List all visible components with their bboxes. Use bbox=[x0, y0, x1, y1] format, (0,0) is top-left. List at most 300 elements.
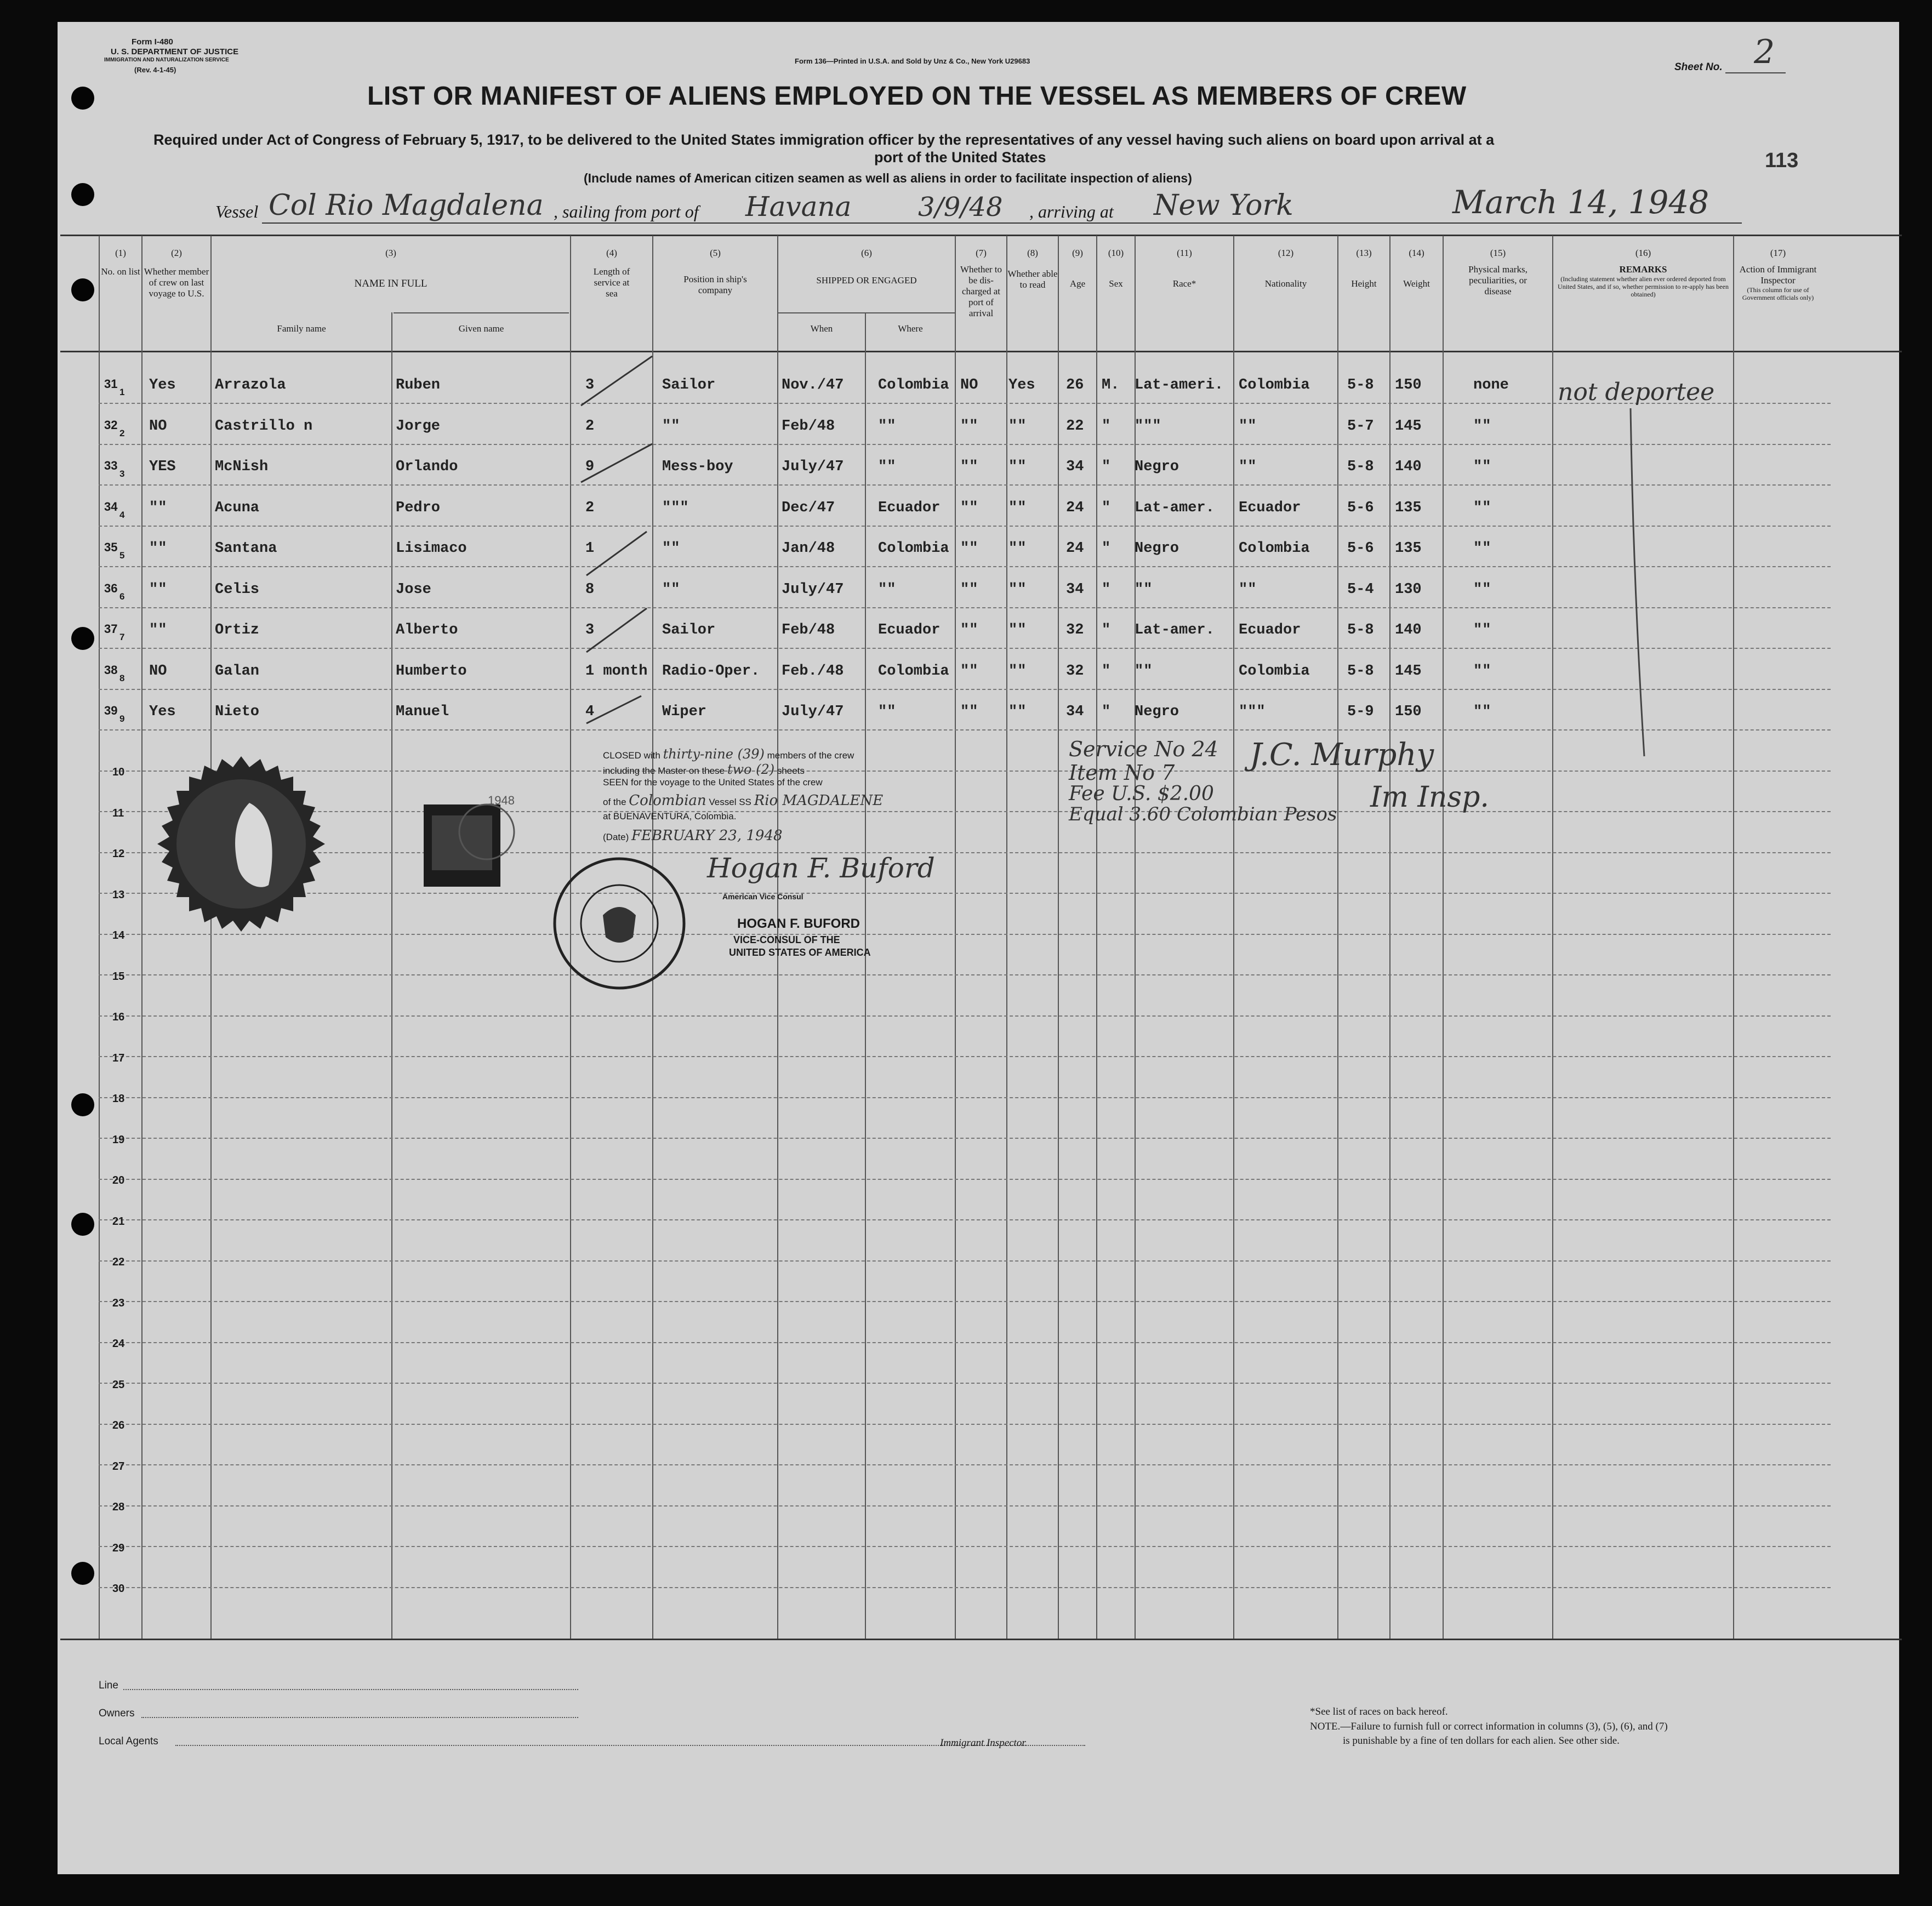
col-label: Sex bbox=[1109, 278, 1123, 289]
vessel-name: Col Rio Magdalena bbox=[269, 189, 544, 222]
closing-line-1 bbox=[603, 746, 854, 762]
cell-family: Nieto bbox=[215, 704, 260, 720]
row-number: 15 bbox=[112, 970, 125, 983]
vessel-flag: Colombian bbox=[629, 792, 706, 809]
cell-position: Radio-Oper. bbox=[662, 663, 760, 680]
subtitle-3: (Include names of American citizen seamen as well as aliens in order to facilitate inspection of aliens) bbox=[584, 171, 1192, 185]
cell-given: Jorge bbox=[396, 418, 441, 435]
col-rule bbox=[1337, 236, 1338, 1639]
cell-sex: " bbox=[1102, 663, 1111, 680]
fee-amount: Fee U.S. $2.00 bbox=[1069, 783, 1214, 805]
col-note: (This column for use of Government officials only) bbox=[1742, 286, 1814, 301]
cell-prefix: 35 bbox=[104, 540, 118, 554]
printer-line: Form 136—Printed in U.S.A. and Sold by Unz & Co., New York U29683 bbox=[795, 57, 1030, 65]
cell-nationality: Ecuador bbox=[1239, 622, 1301, 638]
cell-height: 5-8 bbox=[1347, 663, 1374, 680]
row-number: 14 bbox=[112, 929, 125, 941]
row-number: 12 bbox=[112, 848, 125, 860]
cell-age: 34 bbox=[1066, 581, 1084, 598]
cell-position: Wiper bbox=[662, 704, 707, 720]
row-number: 24 bbox=[112, 1338, 125, 1350]
cell-service: 1 month bbox=[585, 663, 648, 680]
cell-sex: " bbox=[1102, 540, 1111, 557]
cell-member: "" bbox=[149, 499, 167, 516]
punch-hole bbox=[71, 183, 94, 206]
consul-signature: Hogan F. Buford bbox=[707, 852, 935, 884]
cell-read: "" bbox=[1008, 622, 1027, 638]
family-name-header: Family name bbox=[277, 323, 326, 334]
cell-when: Feb/48 bbox=[782, 622, 835, 638]
row-rule bbox=[99, 1138, 1831, 1139]
races-note: *See list of races on back hereof. bbox=[1310, 1706, 1448, 1717]
punch-hole bbox=[71, 87, 94, 110]
col-14-header bbox=[1390, 248, 1443, 289]
cell-position: "" bbox=[662, 581, 680, 598]
cell-marks: "" bbox=[1473, 704, 1491, 720]
closing-line-4 bbox=[603, 792, 883, 809]
cell-given: Orlando bbox=[396, 459, 458, 475]
cell-discharged: "" bbox=[960, 622, 978, 638]
shipped-subheader-rule bbox=[778, 312, 955, 313]
col-1-header bbox=[100, 248, 141, 277]
col-label: Whether able to read bbox=[1007, 269, 1058, 290]
cell-age: 24 bbox=[1066, 499, 1084, 516]
cell-discharged: "" bbox=[960, 499, 978, 516]
cell-discharged: "" bbox=[960, 459, 978, 475]
cell-race: Negro bbox=[1135, 459, 1179, 475]
inspector-signature: J.C. Murphy bbox=[1250, 737, 1434, 773]
table-top-rule bbox=[60, 235, 1902, 236]
remarks-note: not deportee bbox=[1558, 378, 1715, 406]
stamp-year: 1948 bbox=[488, 794, 515, 807]
row-number: 23 bbox=[112, 1297, 125, 1309]
row-rule bbox=[99, 729, 1831, 731]
cell-weight: 140 bbox=[1395, 622, 1422, 638]
row-rule bbox=[99, 484, 1831, 486]
col-label: Whether member of crew on last voyage to U.S. bbox=[144, 266, 209, 299]
vessel-name-closing: Rio MAGDALENE bbox=[754, 792, 884, 809]
fee-equivalent: Equal 3.60 Colombian Pesos bbox=[1069, 803, 1337, 825]
row-rule bbox=[99, 1097, 1831, 1098]
col-label: Weight bbox=[1403, 278, 1430, 289]
row-number: 28 bbox=[112, 1501, 125, 1513]
cell-age: 34 bbox=[1066, 459, 1084, 475]
cell-sex: " bbox=[1102, 622, 1111, 638]
cell-position: Mess-boy bbox=[662, 459, 733, 475]
row-number: 11 bbox=[112, 807, 124, 819]
cell-race: "" bbox=[1135, 663, 1153, 680]
row-rule bbox=[99, 1260, 1831, 1262]
cell-where: "" bbox=[878, 459, 896, 475]
cell-family: McNish bbox=[215, 459, 269, 475]
closing-text: Vessel SS bbox=[709, 797, 751, 807]
col-rule bbox=[1552, 236, 1553, 1639]
cell-race: "" bbox=[1135, 581, 1153, 598]
cell-family: Galan bbox=[215, 663, 260, 680]
row-number: 21 bbox=[112, 1215, 125, 1228]
cell-sex: " bbox=[1102, 704, 1111, 720]
cell-sex: " bbox=[1102, 499, 1111, 516]
cell-height: 5-4 bbox=[1347, 581, 1374, 598]
row-number: 18 bbox=[112, 1093, 125, 1105]
row-rule bbox=[99, 1424, 1831, 1425]
cell-marks: "" bbox=[1473, 418, 1491, 435]
col-number: (7) bbox=[976, 248, 987, 258]
cell-given: Humberto bbox=[396, 663, 467, 680]
col-2-header bbox=[143, 248, 210, 299]
col-label: Whether to be dis-charged at port of arrival bbox=[960, 264, 1002, 318]
cell-height: 5-8 bbox=[1347, 622, 1374, 638]
cell-weight: 135 bbox=[1395, 499, 1422, 516]
cell-where: "" bbox=[878, 704, 896, 720]
cell-family: Arrazola bbox=[215, 377, 286, 393]
remarks-ditto-line bbox=[1622, 406, 1655, 762]
row-rule bbox=[99, 1301, 1831, 1302]
table-bottom-rule bbox=[60, 1639, 1902, 1640]
cell-member: "" bbox=[149, 540, 167, 557]
punch-hole bbox=[71, 1213, 94, 1236]
cell-read: "" bbox=[1008, 459, 1027, 475]
col-rule bbox=[391, 312, 392, 1639]
cell-given: Jose bbox=[396, 581, 431, 598]
cell-no: 2 bbox=[119, 427, 125, 438]
cell-nationality: "" bbox=[1239, 581, 1257, 598]
col-17-header bbox=[1734, 248, 1822, 301]
col-number: (15) bbox=[1490, 248, 1506, 258]
row-number: 22 bbox=[112, 1256, 125, 1268]
cell-discharged: "" bbox=[960, 418, 978, 435]
arriving-port: New York bbox=[1154, 189, 1293, 222]
col-number: (10) bbox=[1108, 248, 1124, 258]
row-number: 20 bbox=[112, 1174, 125, 1186]
cell-race: Lat-amer. bbox=[1135, 499, 1215, 516]
cell-race: """ bbox=[1135, 418, 1161, 435]
cell-service: 2 bbox=[585, 418, 595, 435]
col-label: NAME IN FULL bbox=[354, 278, 428, 289]
cell-when: Jan/48 bbox=[782, 540, 835, 557]
cell-prefix: 34 bbox=[104, 499, 118, 513]
cell-discharged: "" bbox=[960, 581, 978, 598]
col-number: (4) bbox=[606, 248, 617, 258]
col-11-header bbox=[1136, 248, 1233, 289]
consul-role: VICE-CONSUL OF THE bbox=[733, 934, 840, 945]
cell-where: Colombia bbox=[878, 540, 949, 557]
arriving-label: , arriving at bbox=[1029, 202, 1114, 221]
sailing-label: , sailing from port of bbox=[554, 202, 699, 221]
punch-hole bbox=[71, 278, 94, 301]
row-rule bbox=[99, 934, 1831, 935]
cell-position: "" bbox=[662, 418, 680, 435]
cell-read: "" bbox=[1008, 418, 1027, 435]
col-number: (17) bbox=[1770, 248, 1786, 258]
col-number: (2) bbox=[171, 248, 182, 258]
row-rule bbox=[99, 1505, 1831, 1506]
crew-count: thirty-nine (39) bbox=[663, 746, 765, 762]
cell-member: NO bbox=[149, 663, 167, 680]
row-number: 30 bbox=[112, 1583, 125, 1595]
closing-line-5: at BUENAVENTURA, Colombia. bbox=[603, 811, 737, 821]
row-rule bbox=[99, 444, 1831, 445]
col-label: Length of service at sea bbox=[593, 266, 630, 299]
cell-when: July/47 bbox=[782, 581, 844, 598]
closing-date: FEBRUARY 23, 1948 bbox=[631, 828, 783, 844]
cell-given: Manuel bbox=[396, 704, 449, 720]
cell-race: Negro bbox=[1135, 540, 1179, 557]
cell-marks: "" bbox=[1473, 540, 1491, 557]
cell-no: 6 bbox=[119, 591, 125, 602]
col-6-header bbox=[778, 248, 955, 286]
cell-when: Nov./47 bbox=[782, 377, 844, 393]
cell-given: Pedro bbox=[396, 499, 441, 516]
col-10-header bbox=[1097, 248, 1135, 289]
cell-service: 4 bbox=[585, 704, 595, 720]
row-rule bbox=[99, 648, 1831, 649]
col-label: No. on list bbox=[101, 266, 140, 277]
name-subheader-rule bbox=[394, 312, 569, 313]
footer-owners-label: Owners bbox=[99, 1708, 135, 1719]
col-rule bbox=[865, 312, 866, 1639]
col-number: (8) bbox=[1027, 248, 1038, 258]
cell-marks: "" bbox=[1473, 622, 1491, 638]
row-number: 26 bbox=[112, 1419, 125, 1431]
punch-hole bbox=[71, 1562, 94, 1585]
cell-prefix: 33 bbox=[104, 459, 118, 472]
cell-nationality: """ bbox=[1239, 704, 1266, 720]
cell-discharged: "" bbox=[960, 540, 978, 557]
col-rule bbox=[1443, 236, 1444, 1639]
footer-owners-field bbox=[141, 1717, 578, 1718]
embossed-seal-image bbox=[151, 754, 332, 934]
cell-age: 22 bbox=[1066, 418, 1084, 435]
when-header: When bbox=[810, 323, 833, 334]
col-label: Age bbox=[1069, 278, 1086, 289]
punch-hole bbox=[71, 1093, 94, 1116]
row-number: 25 bbox=[112, 1378, 125, 1391]
col-9-header bbox=[1059, 248, 1096, 289]
cell-position: Sailor bbox=[662, 622, 716, 638]
cell-position: Sailor bbox=[662, 377, 716, 393]
revenue-stamp-image bbox=[421, 799, 531, 892]
row-rule bbox=[99, 811, 1831, 812]
col-rule bbox=[99, 236, 100, 1639]
row-rule bbox=[99, 566, 1831, 567]
row-number: 17 bbox=[112, 1052, 125, 1064]
cell-weight: 130 bbox=[1395, 581, 1422, 598]
col-number: (16) bbox=[1635, 248, 1651, 258]
cell-prefix: 39 bbox=[104, 704, 118, 717]
row-rule bbox=[99, 1179, 1831, 1180]
cell-read: "" bbox=[1008, 540, 1027, 557]
col-5-header bbox=[653, 248, 777, 296]
closing-text: sheets bbox=[777, 766, 805, 776]
row-number: 10 bbox=[112, 766, 125, 778]
col-number: (11) bbox=[1177, 248, 1192, 258]
sheet-label: Sheet No. bbox=[1674, 61, 1723, 73]
cell-discharged: "" bbox=[960, 704, 978, 720]
cell-when: July/47 bbox=[782, 459, 844, 475]
col-label: SHIPPED OR ENGAGED bbox=[816, 275, 917, 286]
vessel-label: Vessel bbox=[215, 202, 259, 221]
cell-service: 2 bbox=[585, 499, 595, 516]
col-label: REMARKS bbox=[1619, 264, 1667, 275]
cell-member: "" bbox=[149, 581, 167, 598]
cell-when: July/47 bbox=[782, 704, 844, 720]
cell-read: "" bbox=[1008, 499, 1027, 516]
cell-where: Ecuador bbox=[878, 499, 941, 516]
cell-no: 5 bbox=[119, 550, 125, 561]
col-13-header bbox=[1338, 248, 1389, 289]
date-label: (Date) bbox=[603, 832, 629, 842]
cell-position: """ bbox=[662, 499, 689, 516]
cell-discharged: NO bbox=[960, 377, 978, 393]
cell-no: 1 bbox=[119, 387, 125, 397]
fine-note-1: NOTE.—Failure to furnish full or correct information in columns (3), (5), (6), and (7) bbox=[1310, 1721, 1668, 1732]
cell-where: "" bbox=[878, 581, 896, 598]
cell-marks: "" bbox=[1473, 663, 1491, 680]
closing-text: CLOSED with bbox=[603, 750, 660, 761]
consulate-seal-image bbox=[551, 855, 688, 992]
cell-no: 4 bbox=[119, 509, 125, 520]
cell-age: 34 bbox=[1066, 704, 1084, 720]
row-number: 27 bbox=[112, 1460, 125, 1473]
form-number: Form I-480 bbox=[132, 37, 173, 47]
row-number: 19 bbox=[112, 1133, 125, 1146]
sailing-date: 3/9/48 bbox=[918, 192, 1003, 222]
col-label: Physical marks, peculiarities, or disease bbox=[1468, 264, 1528, 296]
col-rule bbox=[1096, 236, 1097, 1639]
where-header: Where bbox=[898, 323, 923, 334]
cell-age: 32 bbox=[1066, 622, 1084, 638]
row-rule bbox=[99, 689, 1831, 690]
col-rule bbox=[1389, 236, 1390, 1639]
form-title: LIST OR MANIFEST OF ALIENS EMPLOYED ON THE VESSEL AS MEMBERS OF CREW bbox=[367, 82, 1467, 111]
cell-height: 5-9 bbox=[1347, 704, 1374, 720]
col-number: (5) bbox=[710, 248, 721, 258]
cell-weight: 145 bbox=[1395, 663, 1422, 680]
row-rule bbox=[99, 974, 1831, 975]
cell-family: Santana bbox=[215, 540, 277, 557]
footer-agents-label: Local Agents bbox=[99, 1736, 158, 1747]
row-number: 13 bbox=[112, 888, 125, 901]
col-15-header bbox=[1444, 248, 1552, 297]
row-rule bbox=[99, 1342, 1831, 1343]
col-rule bbox=[1058, 236, 1059, 1639]
row-rule bbox=[99, 1383, 1831, 1384]
col-label: Race* bbox=[1172, 278, 1196, 289]
cell-family: Castrillo n bbox=[215, 418, 313, 435]
cell-given: Lisimaco bbox=[396, 540, 467, 557]
col-note: (Including statement whether alien ever ordered deported from United States, and if so, whether permission to re-apply has been obtained) bbox=[1558, 275, 1729, 298]
cell-sex: " bbox=[1102, 459, 1111, 475]
revision: (Rev. 4-1-45) bbox=[134, 66, 176, 74]
closing-text: members of the crew bbox=[767, 750, 854, 761]
col-rule bbox=[1006, 236, 1007, 1639]
punch-hole bbox=[71, 627, 94, 650]
subtitle-1: Required under Act of Congress of February 5, 1917, to be delivered to the United States immigration officer by the representatives of any vessel having such aliens on board upon arrival at a bbox=[153, 132, 1495, 148]
cell-where: Colombia bbox=[878, 663, 949, 680]
col-number: (9) bbox=[1072, 248, 1083, 258]
cell-age: 24 bbox=[1066, 540, 1084, 557]
cell-marks: none bbox=[1473, 377, 1509, 393]
cell-sex: M. bbox=[1102, 377, 1120, 393]
cell-service: 9 bbox=[585, 459, 595, 475]
cell-service: 3 bbox=[585, 622, 595, 638]
col-rule bbox=[141, 236, 143, 1639]
cell-service: 1 bbox=[585, 540, 595, 557]
cell-weight: 135 bbox=[1395, 540, 1422, 557]
cell-read: Yes bbox=[1008, 377, 1035, 393]
col-rule bbox=[955, 236, 956, 1639]
col-label: Height bbox=[1351, 278, 1377, 289]
row-rule bbox=[99, 852, 1831, 853]
closing-line-6 bbox=[603, 828, 783, 844]
col-number: (3) bbox=[385, 248, 396, 258]
consul-title: American Vice Consul bbox=[722, 892, 803, 901]
tally-marks bbox=[570, 345, 658, 740]
col-label: Nationality bbox=[1264, 278, 1307, 289]
cell-nationality: "" bbox=[1239, 459, 1257, 475]
cell-member: "" bbox=[149, 622, 167, 638]
arrival-date: March 14, 1948 bbox=[1452, 184, 1709, 221]
cell-marks: "" bbox=[1473, 581, 1491, 598]
col-3-header bbox=[212, 248, 570, 289]
cell-prefix: 36 bbox=[104, 581, 118, 595]
col-12-header bbox=[1234, 248, 1337, 289]
cell-nationality: Ecuador bbox=[1239, 499, 1301, 516]
service-no: Service No 24 bbox=[1069, 737, 1218, 761]
row-rule bbox=[99, 1219, 1831, 1220]
row-rule bbox=[99, 1056, 1831, 1057]
cell-no: 8 bbox=[119, 672, 125, 683]
cell-when: Feb/48 bbox=[782, 418, 835, 435]
footer-line-label: Line bbox=[99, 1680, 118, 1691]
cell-where: "" bbox=[878, 418, 896, 435]
cell-no: 3 bbox=[119, 469, 125, 479]
row-rule bbox=[99, 771, 1831, 772]
sailing-port: Havana bbox=[745, 191, 852, 222]
col-number: (13) bbox=[1356, 248, 1372, 258]
cell-family: Acuna bbox=[215, 499, 260, 516]
sheet-number-line bbox=[1725, 72, 1786, 73]
consul-name: HOGAN F. BUFORD bbox=[737, 916, 860, 931]
col-7-header bbox=[956, 248, 1006, 319]
col-label: Position in ship's company bbox=[683, 274, 747, 295]
row-number: 29 bbox=[112, 1542, 125, 1554]
cell-nationality: Colombia bbox=[1239, 377, 1310, 393]
cell-member: Yes bbox=[149, 704, 176, 720]
cell-no: 7 bbox=[119, 632, 125, 642]
row-rule bbox=[99, 1546, 1831, 1547]
row-rule bbox=[99, 1464, 1831, 1465]
cell-where: Colombia bbox=[878, 377, 949, 393]
col-rule bbox=[1733, 236, 1734, 1639]
cell-given: Ruben bbox=[396, 377, 441, 393]
cell-prefix: 38 bbox=[104, 663, 118, 677]
row-rule bbox=[99, 607, 1831, 608]
cell-prefix: 32 bbox=[104, 418, 118, 432]
sheet-count: two (2) bbox=[727, 762, 775, 777]
col-number: (14) bbox=[1409, 248, 1424, 258]
table-header-rule bbox=[60, 351, 1902, 352]
cell-marks: "" bbox=[1473, 499, 1491, 516]
cell-read: "" bbox=[1008, 663, 1027, 680]
col-4-header bbox=[571, 248, 652, 299]
cell-family: Ortiz bbox=[215, 622, 260, 638]
cell-race: Lat-ameri. bbox=[1135, 377, 1224, 393]
row-rule bbox=[99, 1015, 1831, 1017]
cell-read: "" bbox=[1008, 704, 1027, 720]
item-no: Item No 7 bbox=[1069, 761, 1175, 785]
